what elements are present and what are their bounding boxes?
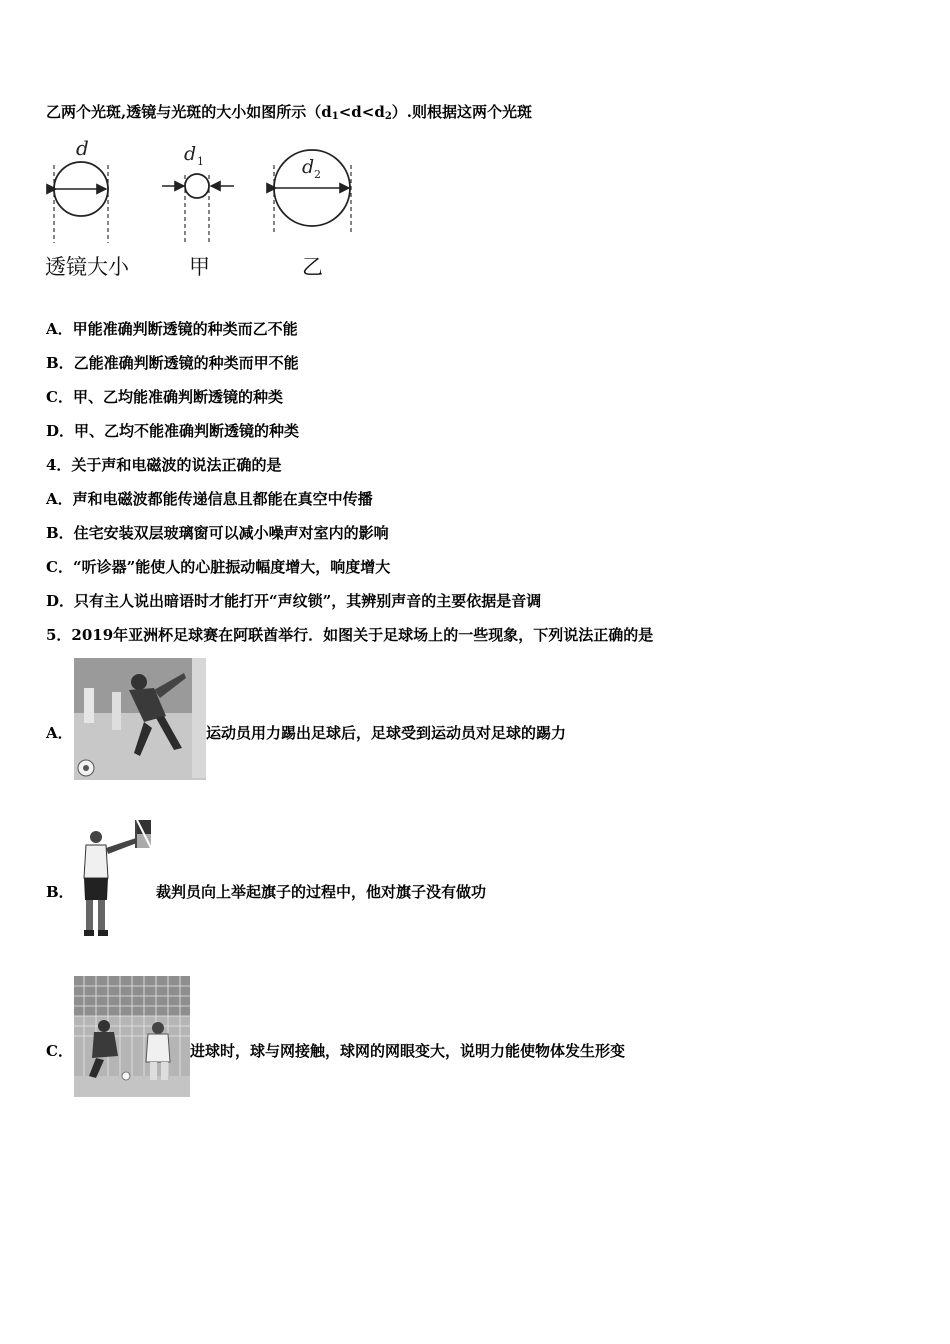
intro-after: ）.则根据这两个光斑 — [391, 103, 533, 121]
label-jia: 甲 — [189, 255, 210, 279]
q4-option-a: A．声和电磁波都能传递信息且都能在真空中传播 — [46, 490, 373, 508]
referee-flag-photo — [74, 818, 160, 940]
q5-option-c-text: 进球时，球与网接触，球网的网眼变大，说明力能使物体发生形变 — [190, 1042, 626, 1060]
q5-option-b-text: 裁判员向上举起旗子的过程中，他对旗子没有做功 — [156, 883, 487, 901]
q3-option-c: C．甲、乙均能准确判断透镜的种类 — [46, 388, 283, 406]
intro-d2-sub: 2 — [384, 111, 392, 122]
q3-option-b: B．乙能准确判断透镜的种类而甲不能 — [46, 354, 299, 372]
q5-option-b-letter: B． — [46, 883, 74, 901]
q5-option-a-text: 运动员用力踢出足球后，足球受到运动员对足球的踢力 — [206, 724, 567, 742]
lens-diagram — [54, 136, 108, 243]
label-d2-sub: 2 — [314, 168, 321, 181]
q4-option-c: C．“听诊器”能使人的心脏振动幅度增大，响度增大 — [46, 558, 391, 576]
q5-stem: 5．2019年亚洲杯足球赛在阿联酋举行．如图关于足球场上的一些现象，下列说法正确的是 — [46, 626, 654, 644]
intro-before: 乙两个光斑,透镜与光斑的大小如图所示（ — [46, 103, 322, 121]
q4-stem: 4．关于声和电磁波的说法正确的是 — [46, 456, 282, 474]
intro-middle: <d<d — [338, 103, 385, 121]
label-d2: d — [302, 156, 315, 178]
label-d1: d — [184, 143, 197, 165]
label-d: d — [76, 136, 89, 160]
soccer-kick-photo — [74, 658, 206, 780]
q3-option-a: A．甲能准确判断透镜的种类而乙不能 — [46, 320, 298, 338]
q5-option-c-letter: C． — [46, 1042, 73, 1060]
q4-option-d: D．只有主人说出暗语时才能打开“声纹锁”，其辨别声音的主要依据是音调 — [46, 592, 542, 610]
q4-option-b: B．住宅安装双层玻璃窗可以减小噪声对室内的影响 — [46, 524, 389, 542]
q3-option-d: D．甲、乙均不能准确判断透镜的种类 — [46, 422, 300, 440]
label-d1-sub: 1 — [197, 155, 204, 168]
intro-d1-base: d — [321, 103, 332, 121]
q5-option-a-letter: A． — [46, 724, 73, 742]
label-lens-size: 透镜大小 — [45, 255, 129, 279]
goal-net-photo — [74, 976, 190, 1097]
yi-diagram — [274, 150, 351, 235]
jia-diagram — [162, 143, 234, 243]
label-yi: 乙 — [302, 255, 323, 279]
intro-line — [46, 102, 532, 127]
intro-d1-sub: 1 — [331, 111, 339, 122]
